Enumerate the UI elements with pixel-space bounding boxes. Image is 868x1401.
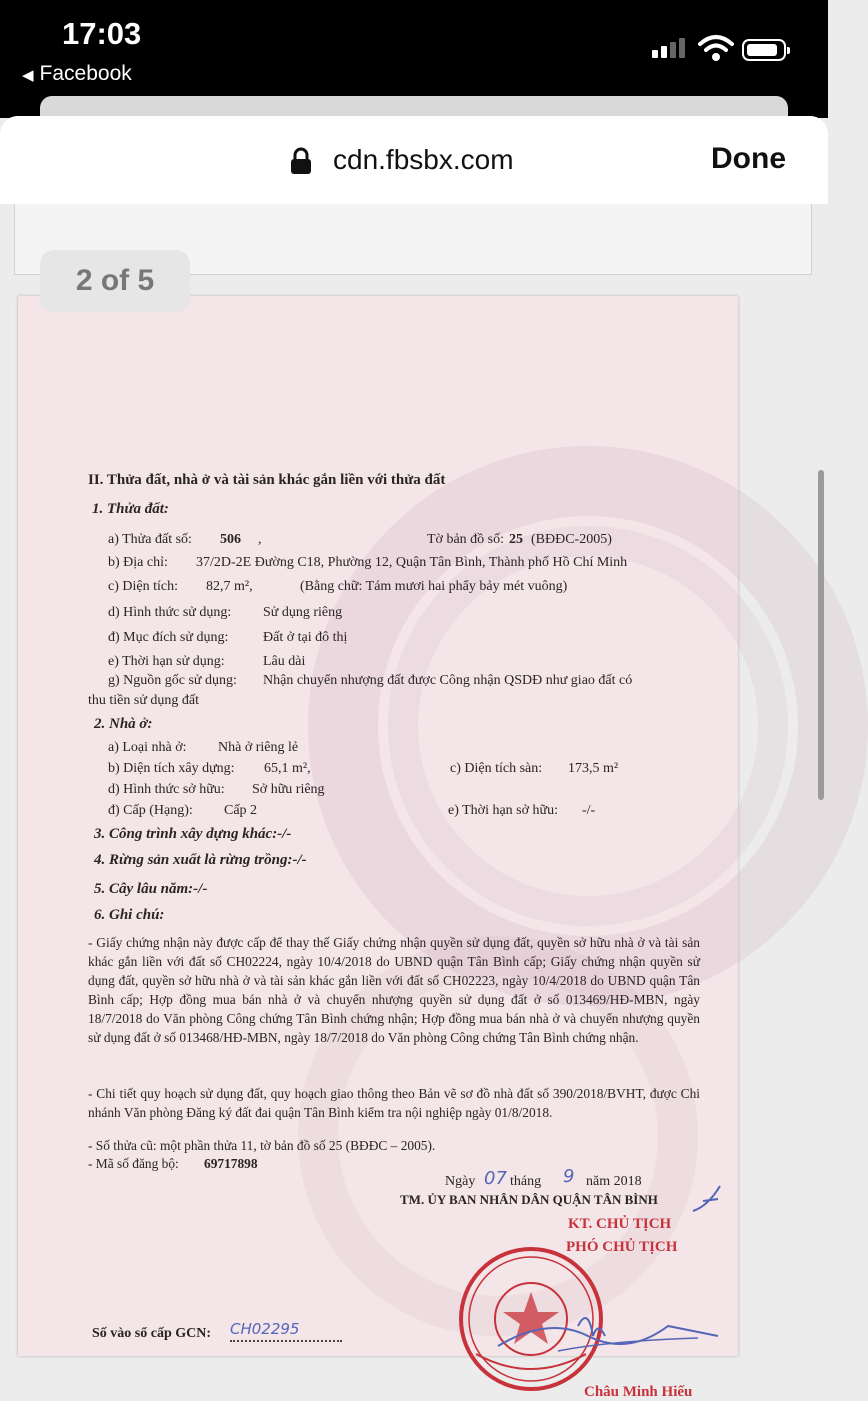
- browser-sheet: [0, 116, 828, 1400]
- origin-label: g) Nguồn gốc sử dụng:: [108, 673, 237, 688]
- usage-purpose-value: Đất ở tại đô thị: [263, 630, 348, 645]
- usage-purpose-label: đ) Mục đích sử dụng:: [108, 630, 229, 645]
- date-month-word: tháng: [510, 1174, 542, 1189]
- role-chairman: KT. CHỦ TỊCH: [568, 1216, 672, 1232]
- back-to-app-button[interactable]: [22, 62, 132, 86]
- note-registry-value: 69717898: [204, 1156, 258, 1171]
- house-type-value: Nhà ở riêng lẻ: [218, 740, 299, 755]
- land-parcel-label: a) Thửa đất số:: [108, 532, 192, 547]
- note-planning: - Chi tiết quy hoạch sử dụng đất, quy hoạch giao thông theo Bản vẽ sơ đồ nhà đất số 390/2018/BVHT, được Chi nhánh Văn phòng Đăng ký đất đai quận Tân Bình kiểm tra nội nghiệp ngày 01/8/2018.: [88, 1086, 700, 1120]
- heading-forest: 4. Rừng sản xuất là rừng trồng:-/-: [94, 852, 307, 868]
- address-value: 37/2D-2E Đường C18, Phường 12, Quận Tân Bình, Thành phố Hồ Chí Minh: [196, 555, 628, 570]
- address-label: b) Địa chỉ:: [108, 555, 168, 570]
- heading-notes: 6. Ghi chú:: [94, 907, 165, 923]
- url-text[interactable]: cdn.fbsbx.com: [333, 144, 514, 175]
- issuing-authority: TM. ỦY BAN NHÂN DÂN QUẬN TÂN BÌNH: [400, 1192, 658, 1207]
- section-title: II. Thửa đất, nhà ở và tài sản khác gắn liền với thửa đất: [88, 472, 446, 488]
- origin-value-cont: thu tiền sử dụng đất: [88, 693, 200, 708]
- usage-form-value: Sử dụng riêng: [263, 605, 343, 620]
- note-registry-label: - Mã số đăng bộ:: [88, 1156, 179, 1171]
- lock-icon: [290, 148, 312, 174]
- ownership-form-label: d) Hình thức sở hữu:: [108, 782, 225, 797]
- floor-area-label: c) Diện tích sàn:: [450, 761, 543, 776]
- back-app-label: Facebook: [39, 62, 132, 85]
- area-label: c) Diện tích:: [108, 579, 178, 594]
- register-label: Số vào sổ cấp GCN:: [92, 1326, 212, 1341]
- building-area-label: b) Diện tích xây dựng:: [108, 761, 235, 776]
- usage-form-label: d) Hình thức sử dụng:: [108, 605, 232, 620]
- signature: [488, 1296, 728, 1366]
- map-sheet-note: (BĐĐC-2005): [531, 532, 612, 547]
- ownership-term-value: -/-: [582, 803, 596, 818]
- heading-house: 2. Nhà ở:: [94, 716, 153, 732]
- area-value: 82,7 m²,: [206, 579, 253, 594]
- url-bar: [0, 116, 828, 204]
- initial-mark: [688, 1181, 728, 1221]
- cellular-signal-icon: [652, 38, 688, 58]
- house-type-label: a) Loại nhà ở:: [108, 740, 187, 755]
- ownership-form-value: Sở hữu riêng: [252, 782, 325, 797]
- note-old-parcel: - Số thửa cũ: một phần thửa 11, tờ bản đồ số 25 (BĐĐC – 2005).: [88, 1138, 436, 1153]
- heading-other-works: 3. Công trình xây dựng khác:-/-: [94, 826, 292, 842]
- map-sheet-value: 25: [509, 532, 523, 547]
- document-page: [18, 296, 738, 1400]
- ownership-term-label: e) Thời hạn sở hữu:: [448, 803, 559, 818]
- area-words: (Bằng chữ: Tám mươi hai phẩy bảy mét vuông): [300, 579, 568, 594]
- page-indicator: 2 of 5: [40, 250, 190, 312]
- heading-land: 1. Thửa đất:: [92, 501, 169, 517]
- date-prefix: Ngày: [445, 1174, 476, 1189]
- map-sheet-label: Tờ bản đồ số:: [427, 532, 505, 547]
- date-year: năm 2018: [586, 1174, 642, 1189]
- wifi-icon: [698, 34, 734, 62]
- building-area-value: 65,1 m²,: [264, 761, 311, 776]
- back-triangle-icon: ◀: [22, 67, 34, 84]
- land-parcel-value: 506: [220, 532, 241, 547]
- register-dotted-line: [230, 1340, 342, 1342]
- heading-perennial: 5. Cây lâu năm:-/-: [94, 881, 208, 897]
- scrollbar[interactable]: [818, 470, 824, 800]
- battery-icon: [742, 39, 786, 61]
- signer-name: Châu Minh Hiếu: [584, 1384, 693, 1400]
- floor-area-value: 173,5 m²: [568, 761, 619, 776]
- role-vice-chairman: PHÓ CHỦ TỊCH: [566, 1239, 678, 1255]
- date-month: 9: [563, 1166, 575, 1187]
- usage-term-value: Lâu dài: [263, 654, 306, 669]
- done-button[interactable]: Done: [711, 142, 786, 175]
- origin-value: Nhận chuyển nhượng đất được Công nhận QSDĐ như giao đất có: [263, 673, 633, 688]
- land-parcel-comma: ,: [258, 532, 262, 547]
- date-day: 07: [484, 1168, 507, 1189]
- note-replacement: - Giấy chứng nhận này được cấp để thay thế Giấy chứng nhận quyền sử dụng đất, quyền sở hữu nhà ở và tài sản khác gắn liền với đất số CH02224, ngày 10/4/2018 do UBND quận Tân Bình cấp; Giấy chứng nhận quyền sử dụng đất, quyền sở hữu nhà ở và tài sản khác gắn liền với đất số CH02223, ngày 10/4/2018 do UBND quận Tân Bình cấp; Hợp đồng mua bán nhà ở và chuyển nhượng quyền sử dụng đất ở số 013469/HĐ-MBN, ngày 18/7/2018 do Văn phòng Công chứng Tân Bình chứng nhận; Hợp đồng mua bán nhà ở và chuyển nhượng quyền sử dụng đất ở số 013468/HĐ-MBN, ngày 18/7/2018 do Văn phòng Công chứng Tân Bình chứng nhận.: [88, 935, 700, 1045]
- usage-term-label: e) Thời hạn sử dụng:: [108, 654, 225, 669]
- status-time: 17:03: [62, 16, 142, 51]
- grade-label: đ) Cấp (Hạng):: [108, 803, 193, 818]
- register-value: CH02295: [230, 1320, 300, 1338]
- grade-value: Cấp 2: [224, 803, 258, 818]
